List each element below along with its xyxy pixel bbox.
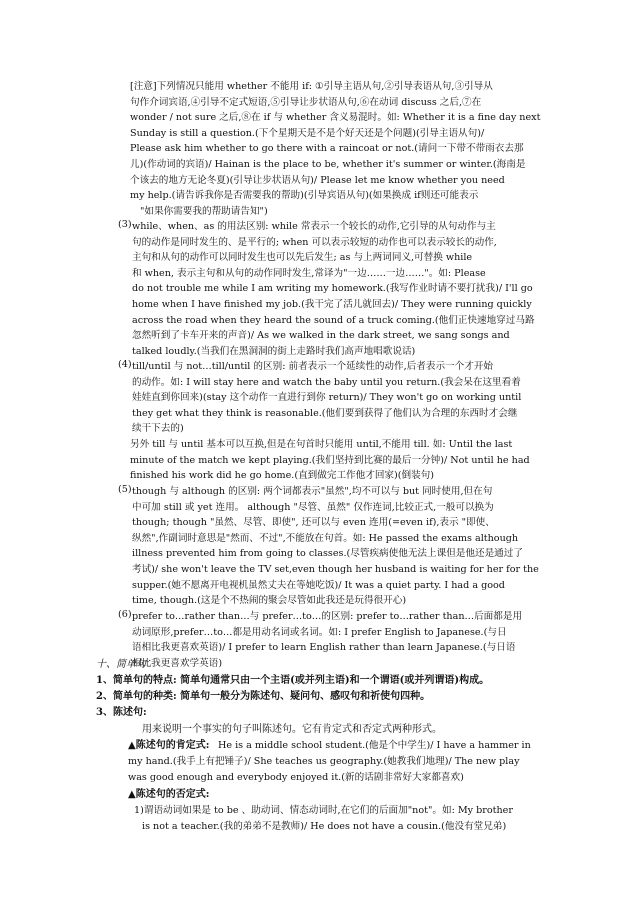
though-although-item (132, 484, 560, 609)
affirmative-line: He is a middle school student.(他是个中学生)/ I have a hammer in (218, 740, 531, 751)
negative-line: 1)谓语动词如果是 to be 、助动词、情态动词时,在它们的后面加"not"。如: My brother (134, 805, 513, 816)
item-line: prefer to…rather than…与 prefer…to…的区别: prefer to…rather than…后面都是用 (132, 611, 523, 622)
note-line: "如果你需要我的帮助请告知") (140, 205, 268, 217)
item-line: 相比我更喜欢学英语) (132, 657, 223, 669)
point-number: 1、 (96, 675, 113, 686)
item-line: though; though "虽然、尽管、即使", 还可以与 even 连用(=even if),表示 "即使、 (132, 517, 495, 529)
affirmative-label: ▲陈述句的肯定式: (128, 740, 210, 751)
while-when-as-item (132, 219, 560, 359)
item-line: do not trouble me while I am writing my homework.(我写作业时请不要打扰我)/ I'll go (132, 283, 533, 295)
item-line: while、when、as 的用法区别: while 常表示一个较长的动作,它引导的从句动作与主 (132, 221, 496, 232)
point-number: 3、 (96, 707, 113, 718)
point-number: 2、 (96, 691, 113, 702)
till-until-item (132, 359, 560, 437)
point-3 (96, 705, 556, 721)
item-line: 纵然",作副词时意思是"然而、不过",不能放在句首。如: He passed the exams although (132, 532, 519, 544)
note-line: 句作介词宾语,④引导不定式短语,⑤引导让步状语从句,⑥在动词 discuss 之后,⑦在 (130, 96, 482, 108)
point-text: 陈述句: (112, 707, 147, 718)
item-line: minute of the match we kept playing.(我们坚持到比赛的最后一分钟)/ Not until he had (130, 454, 530, 466)
point-text: 简单句的种类: 简单句一般分为陈述句、疑问句、感叹句和祈使句四种。 (112, 691, 431, 702)
negative-label: ▲陈述句的否定式: (128, 789, 210, 800)
item-line: 中可加 still 或 yet 连用。 although "尽管、虽然" 仅作连词,比较正式,一般可以换为 (132, 501, 494, 513)
note-line: Sunday is still a question.(下个星期天是不是个好天还是个问题)(引导主语从句)/ (130, 127, 485, 139)
item-line: 考试)/ she won't leave the TV set,even though her husband is waiting for her for the (132, 563, 539, 575)
item-line: 句的动作是同时发生的、是平行的; when 可以表示较短的动作也可以表示较长的动作, (132, 236, 497, 248)
note-line: 儿)(作动词的宾语)/ Hainan is the place to be, whether it's summer or winter.(海南是 (130, 158, 526, 170)
item-line: 动词原形,prefer…to…都是用动名词或名词。如: I prefer English to Japanese.(与日 (132, 626, 507, 638)
item-line: 主句和从句的动作可以同时发生也可以先后发生; as 与上两词同义,可替换 while (132, 252, 473, 264)
item-line: home when I have finished my job.(我干完了活儿就回去)/ They were running quickly (132, 298, 532, 310)
item-line: though 与 although 的区别: 两个词都表示"虽然",均不可以与 but 同时使用,但在句 (132, 486, 493, 497)
section-title: 十、简单句 (96, 659, 146, 670)
item-line: illness prevented him from going to classes.(尽管疾病使他无法上课但是他还是通过了 (132, 548, 523, 560)
item-number: (3) (118, 219, 132, 230)
item-line: 娃娃直到你回来)(stay 这个动作一直进行到你 return)/ They won't go on working until (132, 392, 522, 404)
item-line: time, though.(这是个不热闹的聚会尽管如此我还是玩得很开心) (132, 595, 407, 607)
note-line: Please ask him whether to go there with a raincoat or not.(请问一下带不带雨衣去那 (130, 143, 524, 155)
declarative-definition: 用来说明一个事实的句子叫陈述句。它有肯定式和否定式两种形式。 (142, 724, 442, 735)
item-line: they get what they think is reasonable.(他们要到获得了他们认为合理的东西时才会继 (132, 407, 518, 419)
till-until-extra (130, 437, 558, 484)
prefer-item (132, 609, 560, 671)
item-line: 续干下去的) (132, 423, 184, 435)
item-line: supper.(她不愿离开电视机虽然丈夫在等她吃饭)/ It was a quiet party. I had a good (132, 579, 505, 591)
item-line: 忽然听到了卡车开来的声音)/ As we walked in the dark street, we sang songs and (132, 330, 510, 342)
point-1 (96, 673, 556, 689)
point-2 (96, 689, 556, 705)
point-text: 简单句的特点: 简单句通常只由一个主语(或并列主语)和一个谓语(或并列谓语)构成。 (112, 675, 490, 686)
affirmative-line: was good enough and everybody enjoyed it.(新的话剧非常好大家都喜欢) (128, 772, 464, 783)
simple-sentence-points (96, 673, 556, 721)
note-line: wonder / not sure 之后,⑧在 if 与 whether 含义易混时。如: Whether it is a fine day next (130, 112, 541, 124)
negative-line: is not a teacher.(我的弟弟不是教师)/ He does not have a cousin.(他没有堂兄弟) (142, 821, 507, 832)
item-line: till/until 与 not…till/until 的区别: 前者表示一个延续性的动作,后者表示一个才开始 (132, 361, 494, 372)
item-line: talked loudly.(当我们在黑洞洞的街上走路时我们高声地唱歌说话) (132, 345, 416, 357)
item-line: finished his work did he go home.(直到做完工作他才回家)(倒装句) (130, 470, 435, 482)
affirmative-line: my hand.(我手上有把锤子)/ She teaches us geography.(她教我们地理)/ The new play (128, 756, 520, 767)
item-number: (5) (118, 484, 132, 495)
item-line: across the road when they heard the sound of a truck coming.(他们正快速地穿过马路 (132, 314, 535, 326)
item-line: 的动作。如: I will stay here and watch the baby until you return.(我会呆在这里看着 (132, 376, 521, 388)
item-line: 语相比我更喜欢英语)/ I prefer to learn English rather than learn Japanese.(与日语 (132, 642, 516, 654)
note-line: [注意]下列情况只能用 whether 不能用 if: ①引导主语从句,②引导表语从句,③引导从 (130, 81, 493, 92)
whether-note (130, 79, 550, 219)
item-number: (4) (118, 359, 132, 370)
note-line: my help.(请告诉我你是否需要我的帮助)(引导宾语从句)(如果换成 if则还可能表示 (130, 190, 479, 202)
item-line: 和 when, 表示主句和从句的动作同时发生,常译为"一边……一边……"。如: Please (132, 267, 486, 279)
item-line: 另外 till 与 until 基本可以互换,但是在句首时只能用 until,不能用 till. 如: Until the last (130, 439, 513, 450)
note-line: 个该去的地方无论冬夏)(引导让步状语从句)/ Please let me know whether you need (130, 174, 505, 186)
item-number: (6) (118, 609, 132, 620)
